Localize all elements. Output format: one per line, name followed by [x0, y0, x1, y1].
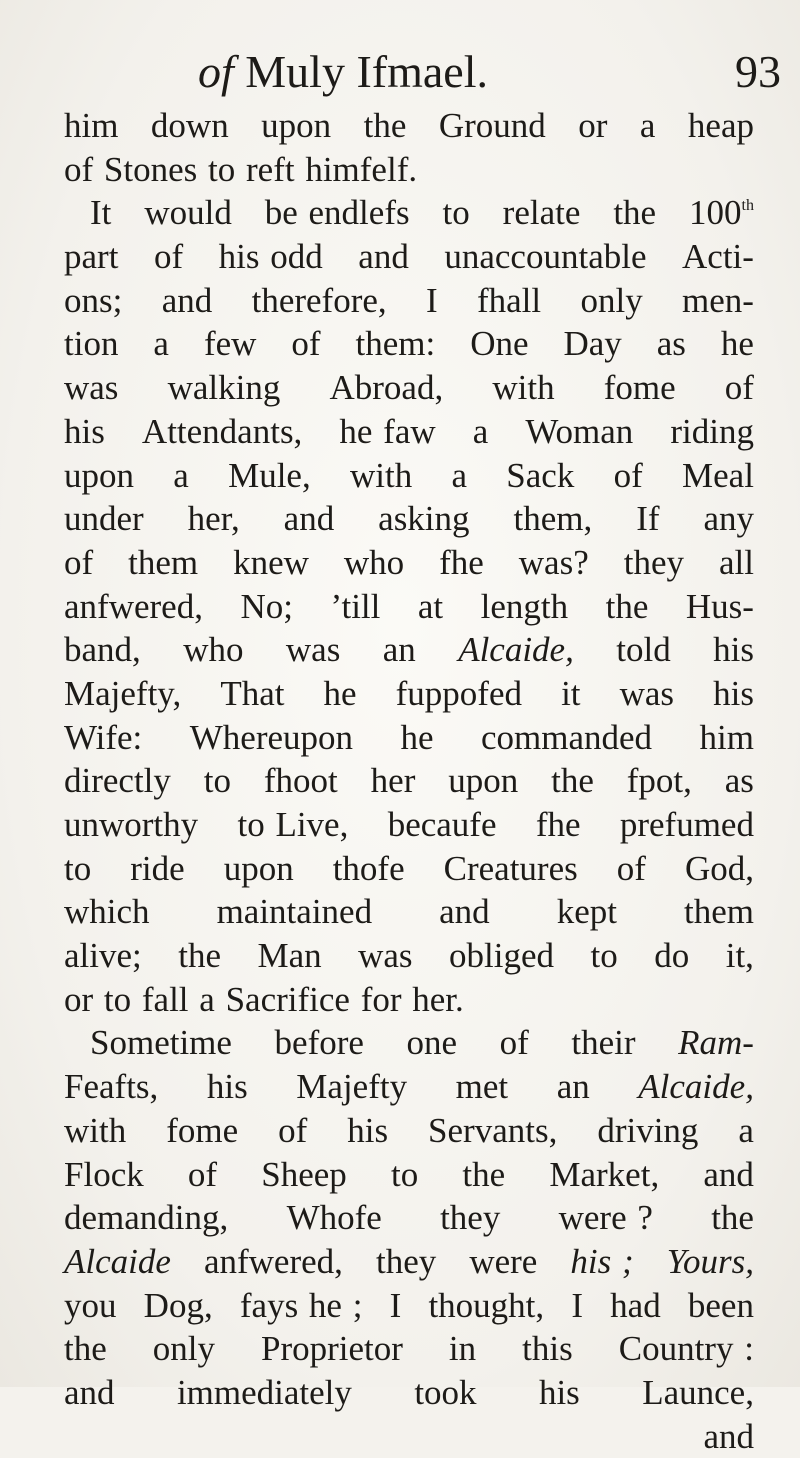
word: to [590, 936, 618, 976]
word: Stones [103, 149, 198, 189]
text-line [64, 279, 754, 323]
word: who [343, 542, 405, 582]
word: Whereupon [189, 717, 354, 757]
text-line [64, 366, 754, 410]
text-line [64, 104, 754, 148]
word: at [417, 586, 444, 626]
word: his [713, 673, 754, 713]
word: I [389, 1285, 402, 1325]
word: immediately [176, 1372, 352, 1412]
text-line [64, 628, 754, 672]
word: men- [682, 280, 754, 320]
word: It [90, 193, 112, 233]
word: be endlefs [264, 193, 410, 233]
word: of [64, 542, 94, 582]
text-line [64, 759, 754, 803]
word: were ? [558, 1198, 653, 1238]
text-line [64, 541, 754, 585]
word: of [724, 368, 754, 408]
word: he [720, 324, 754, 364]
word: Sheep [261, 1154, 347, 1194]
word: to [442, 193, 470, 233]
word: knew [233, 542, 309, 582]
word: it, [725, 936, 754, 976]
text-line [64, 890, 754, 934]
word: fall [141, 979, 189, 1019]
word: it [561, 673, 581, 713]
word: before [274, 1023, 364, 1063]
word: reft [246, 149, 295, 189]
word: ride [130, 848, 185, 888]
word: to Live, [237, 805, 349, 844]
word: Whofe [286, 1198, 382, 1238]
word: fays he ; [239, 1285, 363, 1325]
word: as [724, 761, 754, 801]
word: kept [556, 892, 617, 932]
text-line [64, 1284, 754, 1328]
word: Abroad, [329, 368, 444, 408]
word: upon [448, 761, 519, 801]
word: them [128, 542, 199, 582]
text-line [64, 847, 754, 891]
word: Hus- [685, 586, 754, 626]
word: Attendants, [141, 411, 303, 451]
word: all [718, 542, 754, 582]
word: Majefty [296, 1067, 408, 1107]
word: directly [64, 761, 171, 801]
word: unworthy [64, 805, 199, 844]
word: the [363, 106, 407, 145]
word: their [571, 1023, 636, 1063]
word: and [283, 499, 335, 539]
word: Majefty, [64, 673, 182, 713]
word: Servants, [428, 1110, 558, 1150]
word: the [551, 761, 594, 801]
word: and [358, 237, 409, 277]
word: part [64, 237, 119, 277]
word: Yours, [666, 1241, 754, 1281]
word: one [406, 1023, 458, 1063]
word: Alcaide [64, 1241, 171, 1281]
word: upon [223, 848, 294, 888]
text-line [64, 1371, 754, 1415]
text-line [64, 454, 754, 498]
word: a [199, 979, 215, 1019]
superscript: th [741, 197, 754, 215]
body-text [64, 104, 754, 1458]
word: and [703, 1154, 754, 1194]
word: and [703, 1416, 754, 1456]
word: only [152, 1329, 215, 1369]
text-line [64, 672, 754, 716]
word: was [358, 936, 413, 976]
word: they [440, 1198, 501, 1238]
word: a [639, 106, 656, 145]
word: thofe [332, 848, 405, 888]
word: and [64, 1372, 115, 1412]
word: fome [166, 1110, 239, 1150]
word: walking [167, 368, 281, 408]
word: a [173, 455, 189, 495]
word: the [178, 936, 221, 976]
word: fhoot [263, 761, 338, 801]
word: Feafts, [64, 1067, 159, 1107]
running-title-name: Muly Ifmael. [245, 46, 488, 97]
word: them [684, 892, 754, 932]
text-line [64, 585, 754, 629]
word: Acti- [682, 237, 754, 277]
text-line [64, 1153, 754, 1197]
text-line [64, 1327, 754, 1371]
word: Proprietor [261, 1329, 403, 1369]
text-line [64, 191, 754, 235]
word: Flock [64, 1154, 144, 1194]
word: Ground [438, 106, 546, 145]
word: fhe [535, 805, 581, 844]
word: commanded [481, 717, 653, 757]
word: them: [355, 324, 436, 364]
word: upon [261, 106, 332, 145]
word: this [522, 1329, 573, 1369]
word: were [469, 1241, 538, 1281]
word: of [187, 1154, 218, 1194]
word: the [711, 1198, 754, 1238]
word: Day [563, 324, 622, 364]
text-line [64, 1065, 754, 1109]
word: Sacrifice [225, 979, 350, 1019]
word: One [470, 324, 529, 364]
word: his [64, 411, 105, 451]
word: Woman [525, 411, 634, 451]
word: heap [687, 106, 754, 145]
word: asking [378, 499, 470, 539]
text-line [64, 934, 754, 978]
word: and [439, 892, 490, 932]
word: length [480, 586, 569, 626]
word: with [64, 1110, 127, 1150]
word: to [208, 149, 236, 189]
word: of [153, 237, 184, 277]
word: and [161, 280, 213, 320]
word: to [391, 1154, 419, 1194]
word: her [370, 761, 416, 801]
word: they [375, 1241, 437, 1281]
word: of [64, 149, 94, 189]
word: I [571, 1285, 583, 1325]
word: his [713, 630, 754, 670]
word: anfwered, [64, 586, 203, 626]
word: No; [240, 586, 293, 626]
word: demanding, [64, 1198, 229, 1238]
word: his [538, 1372, 580, 1412]
word: down [150, 106, 229, 145]
word: of [499, 1023, 529, 1063]
word: to [103, 979, 132, 1019]
word: under [64, 499, 144, 539]
word: the [613, 193, 657, 233]
text-line [64, 978, 754, 1022]
word: them, [513, 499, 593, 539]
word: a [738, 1110, 754, 1150]
word: Wife: [64, 717, 143, 757]
word: driving [597, 1110, 699, 1150]
word: maintained [216, 892, 373, 932]
word: Alcaide, [638, 1067, 754, 1107]
word: had [610, 1285, 661, 1325]
word: of [616, 848, 646, 888]
running-title [198, 42, 488, 102]
text-line [64, 148, 754, 192]
word: of [278, 1110, 308, 1150]
word: with [349, 455, 413, 495]
word: to [203, 761, 232, 801]
word: of [613, 455, 643, 495]
word: 100 [689, 193, 742, 233]
word: I [425, 280, 438, 320]
word: fhall [476, 280, 542, 320]
word: met [455, 1067, 509, 1107]
word: If [636, 499, 660, 539]
word: do [654, 936, 690, 976]
word: of [291, 324, 321, 364]
word: anfwered, [203, 1241, 343, 1281]
word: he faw [339, 411, 436, 451]
word: alive; [64, 936, 142, 976]
word: as [656, 324, 686, 364]
word: God, [684, 848, 754, 888]
word: him [699, 717, 754, 757]
word: any [703, 499, 754, 539]
word: his [206, 1067, 248, 1107]
word: Mule, [228, 455, 311, 495]
word: was [619, 673, 675, 713]
running-title-of: of [198, 46, 234, 97]
word: only [580, 280, 643, 320]
catchword [64, 1415, 754, 1458]
word: or [578, 106, 608, 145]
word: for [360, 979, 402, 1019]
word: fpot, [626, 761, 692, 801]
word: they [623, 542, 684, 582]
page-number: 93 [735, 46, 781, 97]
word: prefumed [619, 805, 754, 844]
text-line [64, 803, 754, 847]
word: thought, [428, 1285, 545, 1325]
text-line [64, 235, 754, 279]
word: in [448, 1329, 477, 1369]
word: the [605, 586, 649, 626]
word: Sack [506, 455, 575, 495]
word: becaufe [387, 805, 497, 844]
word: the [64, 1329, 107, 1369]
word: his [347, 1110, 389, 1150]
word: which [64, 892, 150, 932]
word: was? [518, 542, 589, 582]
word: a [472, 411, 489, 451]
word: was [285, 630, 341, 670]
word: with [492, 368, 555, 408]
text-line [64, 1240, 754, 1284]
word: unaccountable [444, 237, 647, 277]
text-line [64, 716, 754, 760]
word: him [64, 106, 119, 145]
word: the [462, 1154, 506, 1194]
word: an [556, 1067, 590, 1107]
word: an [382, 630, 416, 670]
word: a [451, 455, 468, 495]
word: Market, [549, 1154, 660, 1194]
word: a [153, 324, 169, 364]
word: relate [502, 193, 581, 233]
word: took [414, 1372, 477, 1412]
word: Man [257, 936, 322, 976]
word: been [687, 1285, 754, 1325]
word: Dog, [143, 1285, 213, 1325]
word: Ram- [678, 1023, 754, 1063]
word: or [64, 979, 94, 1019]
word: That [220, 673, 285, 713]
text-line [64, 322, 754, 366]
word: to [64, 848, 92, 888]
word: fuppofed [395, 673, 523, 713]
word: he [400, 717, 434, 757]
word: fhe [439, 542, 484, 582]
running-head [0, 42, 800, 102]
word: Launce, [642, 1372, 754, 1412]
word: Country : [618, 1329, 754, 1369]
word: his ; [570, 1241, 634, 1281]
word: her, [187, 499, 240, 539]
word: Alcaide, [458, 630, 574, 670]
text-line [64, 497, 754, 541]
text-line [64, 1196, 754, 1240]
word: you [64, 1285, 117, 1325]
word: upon [64, 455, 134, 495]
word: fome [603, 368, 676, 408]
word: Creatures [443, 848, 578, 888]
word: Sometime [90, 1023, 232, 1063]
word: ons; [64, 280, 123, 320]
word: tion [64, 324, 119, 364]
text-line [64, 1021, 754, 1065]
word: therefore, [251, 280, 387, 320]
word: obliged [449, 936, 555, 976]
word: ’till [330, 586, 381, 626]
word: Meal [682, 455, 754, 495]
word: few [203, 324, 257, 364]
word: was [64, 368, 119, 408]
word: himfelf. [305, 149, 418, 189]
word: riding [670, 411, 754, 451]
word: his odd [218, 237, 323, 277]
word: who [183, 630, 244, 670]
word-with-superscript [689, 191, 754, 235]
word: he [323, 673, 357, 713]
word: band, [64, 630, 141, 670]
word: told [616, 630, 671, 670]
text-line [64, 1109, 754, 1153]
word: would [144, 193, 232, 233]
word: her. [412, 979, 464, 1019]
text-line [64, 410, 754, 454]
